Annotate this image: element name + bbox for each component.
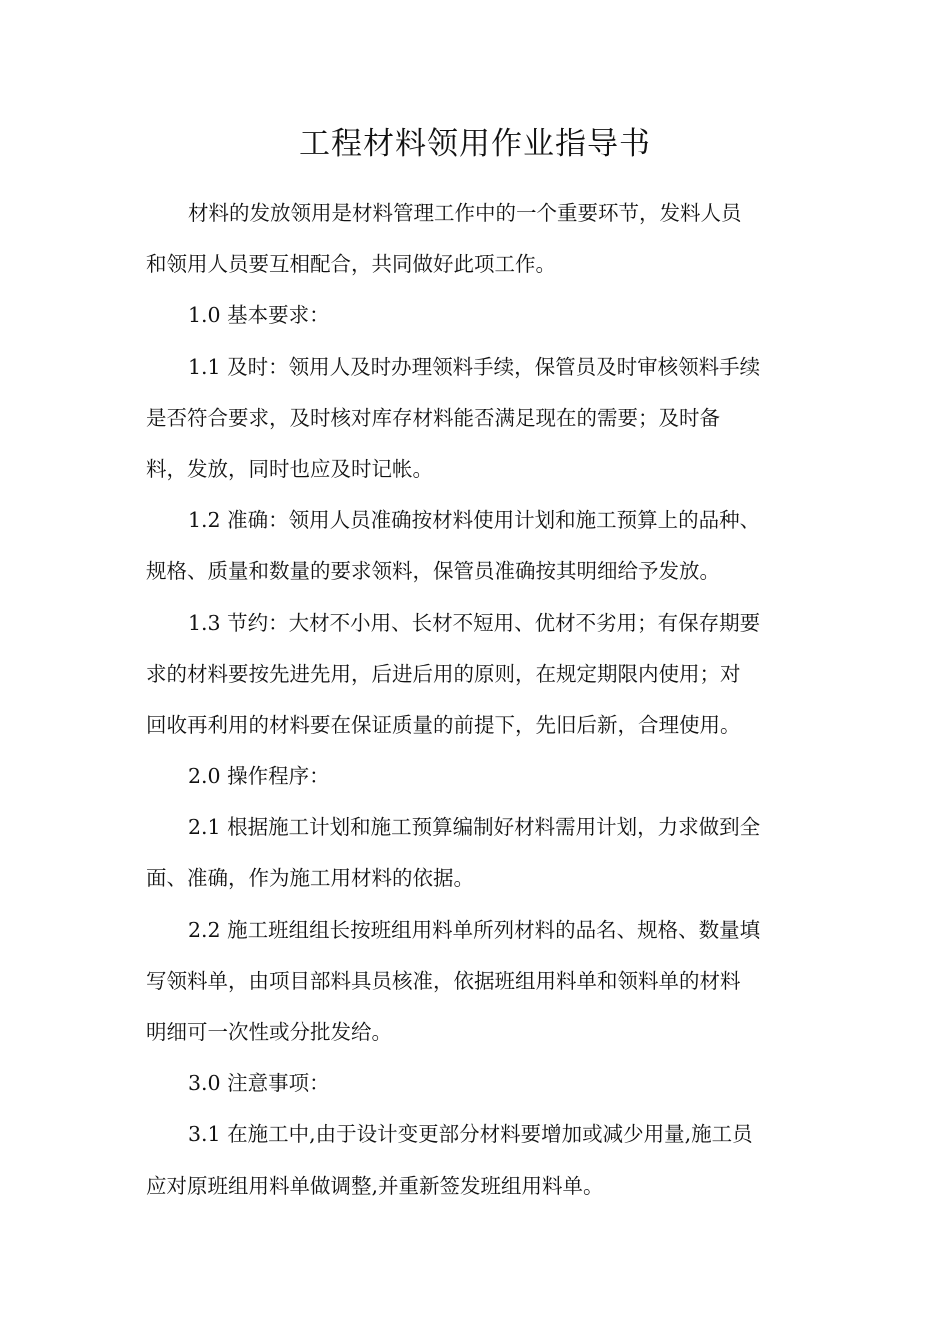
text-line: 回收再利用的材料要在保证质量的前提下，先旧后新，合理使用。 bbox=[146, 712, 741, 737]
text-line: 1.3 节约：大材不小用、长材不短用、优材不劣用；有保存期要 bbox=[188, 610, 761, 635]
text-line: 1.0 基本要求： bbox=[188, 303, 330, 328]
text-line: 明细可一次性或分批发给。 bbox=[146, 1020, 392, 1044]
text-line: 2.2 施工班组组长按班组用料单所列材料的品名、规格、数量填 bbox=[188, 917, 761, 942]
document-body bbox=[146, 188, 812, 1212]
text-line: 材料的发放领用是材料管理工作中的一个重要环节，发料人员 bbox=[188, 201, 742, 225]
text-line: 是否符合要求，及时核对库存材料能否满足现在的需要；及时备 bbox=[146, 405, 720, 430]
text-line: 规格、质量和数量的要求领料，保管员准确按其明细给予发放。 bbox=[146, 559, 720, 584]
text-line: 写领料单，由项目部料具员核准，依据班组用料单和领料单的材料 bbox=[146, 968, 741, 993]
text-line: 应对原班组用料单做调整,并重新签发班组用料单。 bbox=[146, 1173, 604, 1198]
text-line: 3.0 注意事项： bbox=[188, 1071, 330, 1096]
text-line: 2.0 操作程序： bbox=[188, 764, 330, 789]
text-line: 面、准确，作为施工用材料的依据。 bbox=[146, 866, 474, 891]
text-line: 1.2 准确：领用人员准确按材料使用计划和施工预算上的品种、 bbox=[188, 508, 761, 533]
document-title: 工程材料领用作业指导书 bbox=[299, 126, 651, 162]
text-line: 3.1 在施工中,由于设计变更部分材料要增加或减少用量,施工员 bbox=[188, 1122, 753, 1147]
text-line: 2.1 根据施工计划和施工预算编制好材料需用计划，力求做到全 bbox=[188, 815, 761, 840]
text-line: 料，发放，同时也应及时记帐。 bbox=[146, 456, 433, 481]
text-line: 和领用人员要互相配合，共同做好此项工作。 bbox=[146, 252, 556, 277]
text-line: 1.1 及时：领用人及时办理领料手续，保管员及时审核领料手续 bbox=[188, 354, 761, 379]
text-line: 求的材料要按先进先用，后进后用的原则，在规定期限内使用；对 bbox=[146, 661, 741, 686]
